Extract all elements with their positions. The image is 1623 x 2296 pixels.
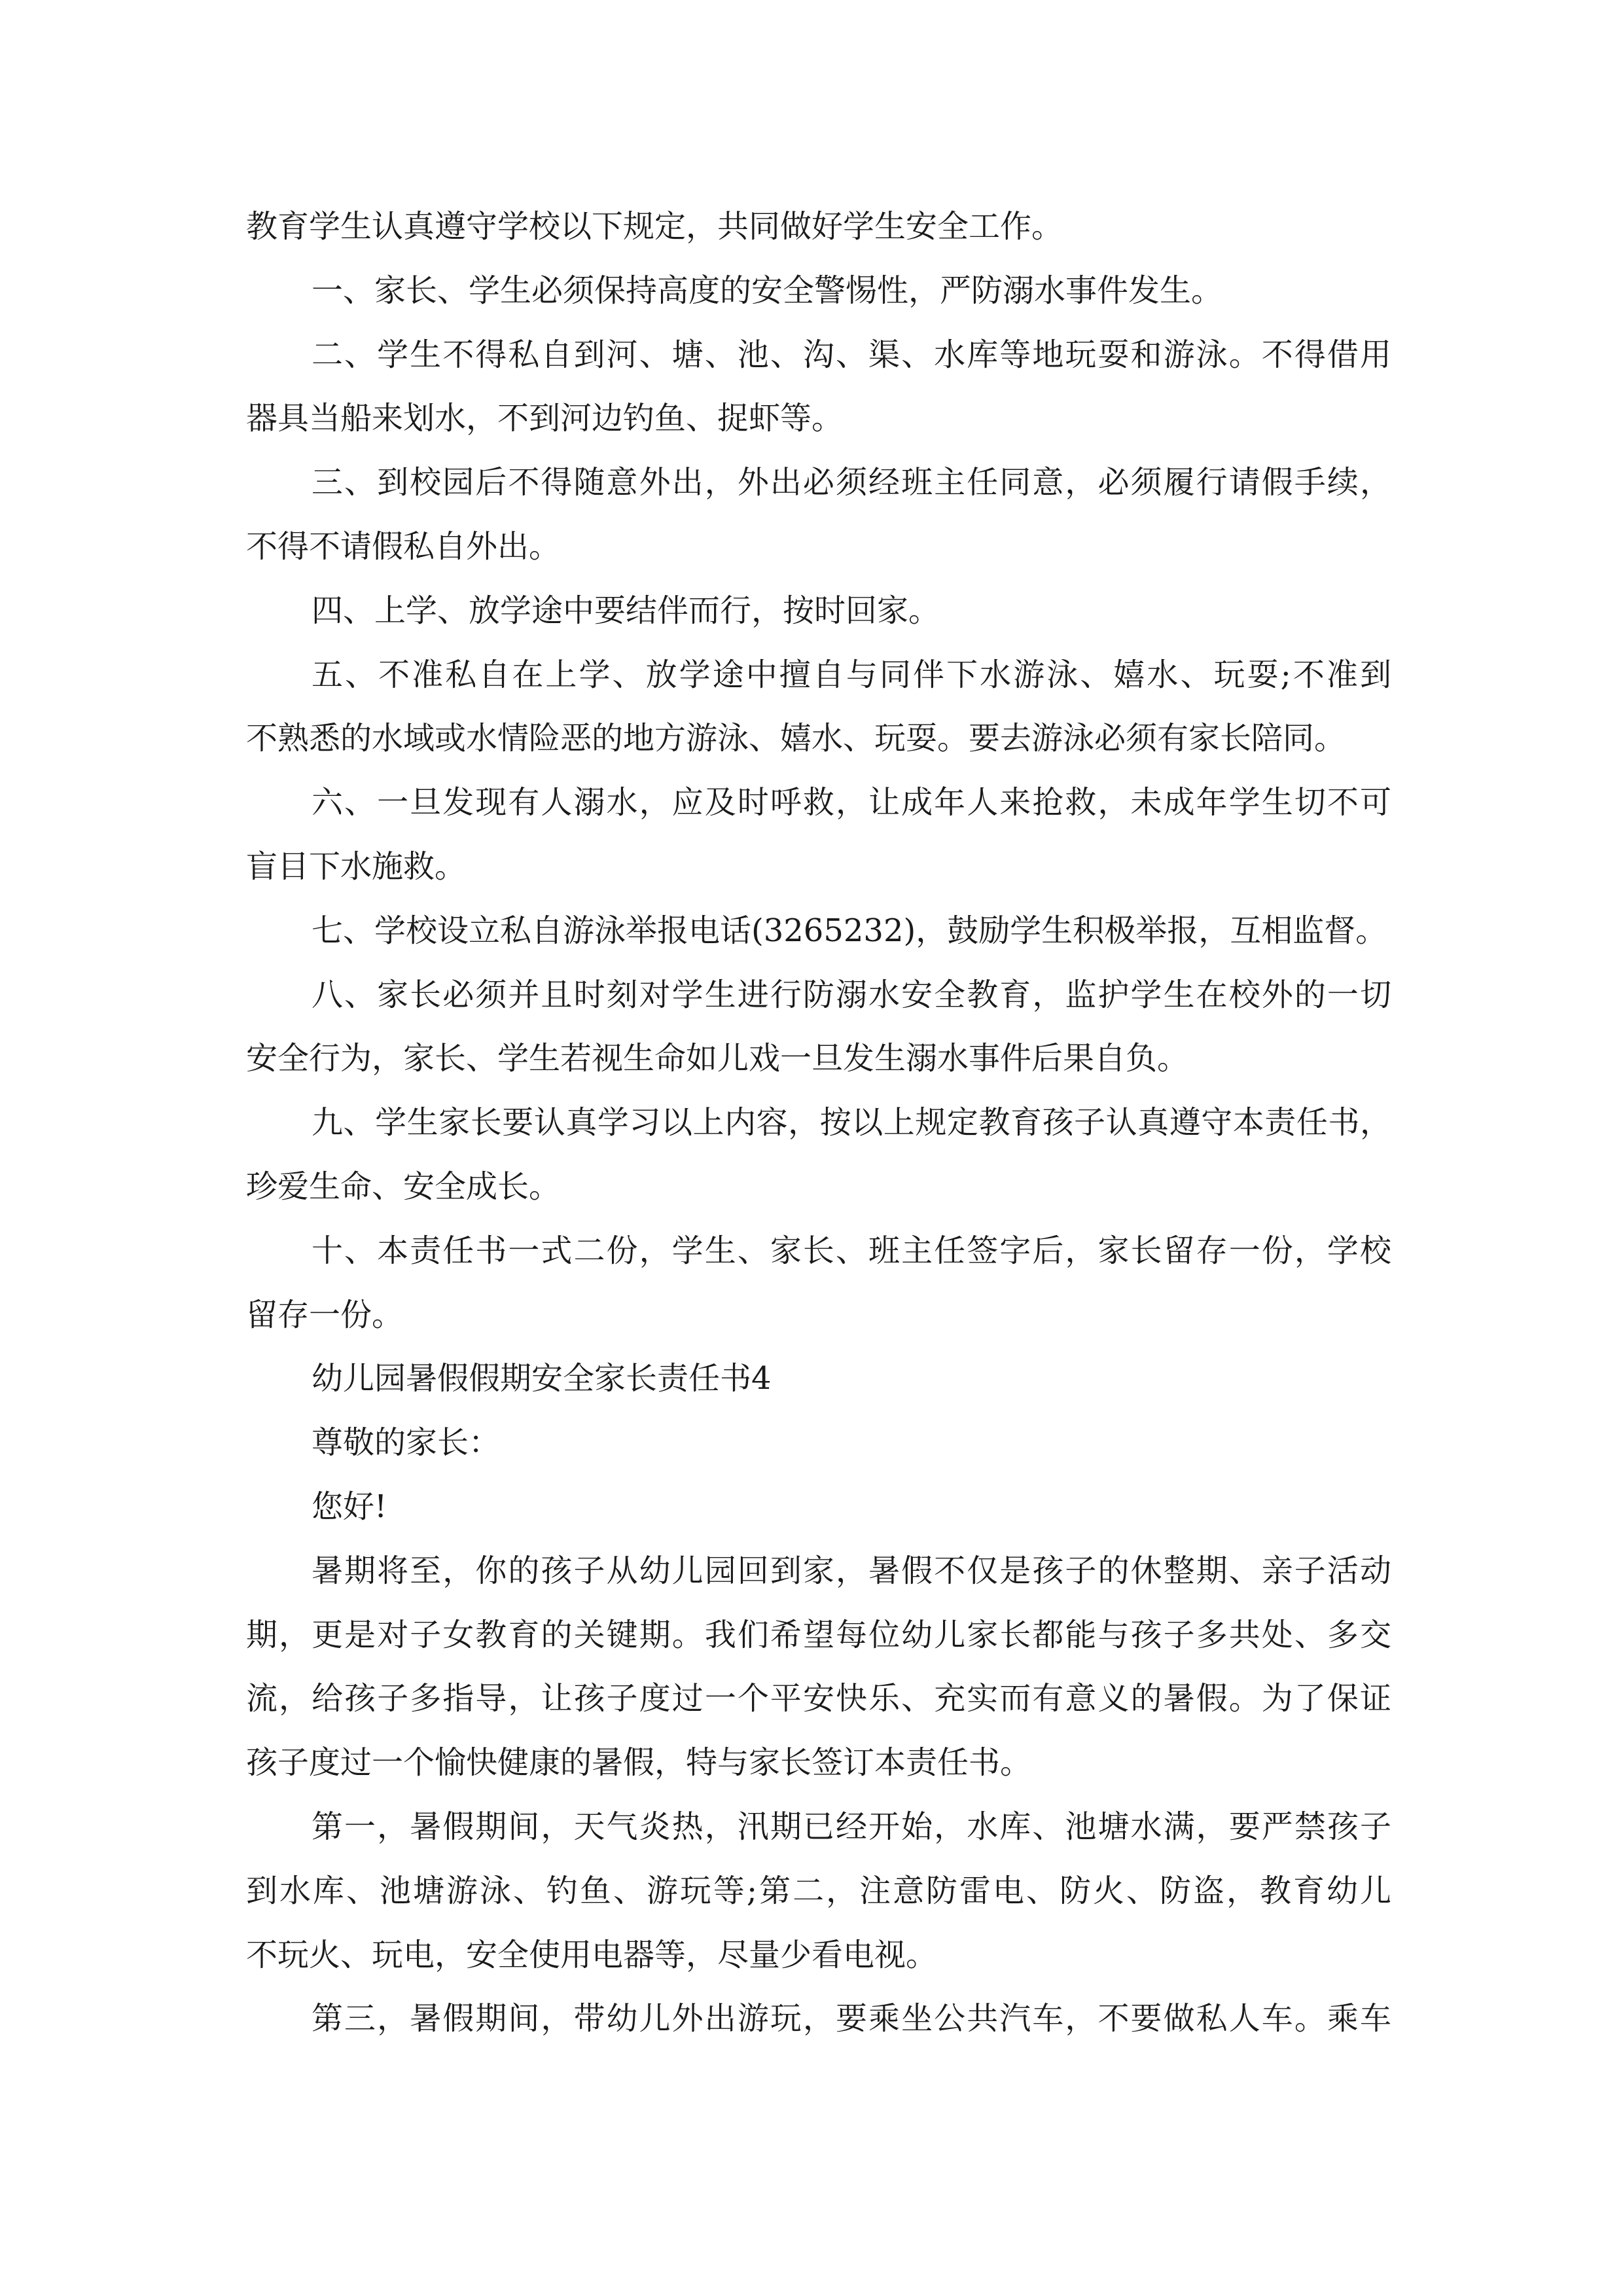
paragraph: [246, 579, 1391, 643]
paragraph: [246, 323, 1391, 452]
text-line: 教育学生认真遵守学校以下规定，共同做好学生安全工作。: [246, 208, 1063, 245]
paragraph: [246, 1475, 1391, 1539]
text-line: 安全行为，家长、学生若视生命如儿戏一旦发生溺水事件后果自负。: [246, 1040, 1189, 1077]
text-line: 流，给孩子多指导，让孩子度过一个平安快乐、充实而有意义的暑假。为了保证: [246, 1680, 1391, 1717]
text-line: 留存一份。: [246, 1296, 404, 1333]
paragraph: [246, 963, 1391, 1092]
document-page: [246, 195, 1391, 2051]
text-line: 九、学生家长要认真学习以上内容，按以上规定教育孩子认真遵守本责任书，: [312, 1104, 1391, 1141]
text-line: 盲目下水施救。: [246, 848, 467, 885]
text-line: 不玩火、玩电，安全使用电器等，尽量少看电视。: [246, 1936, 938, 1973]
text-line: 五、不准私自在上学、放学途中擅自与同伴下水游泳、嬉水、玩耍;不准到: [312, 656, 1391, 693]
paragraph: [246, 899, 1391, 963]
text-line: 十、本责任书一式二份，学生、家长、班主任签字后，家长留存一份，学校: [312, 1232, 1391, 1269]
text-line: 器具当船来划水，不到河边钓鱼、捉虾等。: [246, 400, 844, 437]
paragraph: [246, 1795, 1391, 1987]
text-line: 不熟悉的水域或水情险恶的地方游泳、嬉水、玩耍。要去游泳必须有家长陪同。: [246, 720, 1346, 757]
text-line: 三、到校园后不得随意外出，外出必须经班主任同意，必须履行请假手续，: [312, 464, 1391, 501]
text-line: 七、学校设立私自游泳举报电话(3265232)，鼓励学生积极举报，互相监督。: [312, 912, 1387, 949]
text-line: 一、家长、学生必须保持高度的安全警惕性，严防溺水事件发生。: [312, 272, 1223, 309]
text-line: 六、一旦发现有人溺水，应及时呼救，让成年人来抢救，未成年学生切不可: [312, 784, 1391, 821]
text-line: 第三，暑假期间，带幼儿外出游玩，要乘坐公共汽车，不要做私人车。乘车: [312, 2000, 1391, 2037]
text-line: 到水库、池塘游泳、钓鱼、游玩等;第二，注意防雷电、防火、防盗，教育幼儿: [246, 1872, 1391, 1909]
text-line: 幼儿园暑假假期安全家长责任书4: [312, 1360, 772, 1397]
text-line: 不得不请假私自外出。: [246, 528, 561, 565]
text-line: 期，更是对子女教育的关键期。我们希望每位幼儿家长都能与孩子多共处、多交: [246, 1616, 1391, 1653]
text-line: 孩子度过一个愉快健康的暑假，特与家长签订本责任书。: [246, 1744, 1032, 1782]
paragraph: [246, 451, 1391, 579]
text-line: 珍爱生命、安全成长。: [246, 1168, 561, 1205]
text-line: 暑期将至，你的孩子从幼儿园回到家，暑假不仅是孩子的休整期、亲子活动: [312, 1552, 1391, 1589]
paragraph: [246, 259, 1391, 323]
paragraph: [246, 1539, 1391, 1795]
paragraph: [246, 195, 1391, 259]
text-line: 您好!: [312, 1488, 387, 1525]
paragraph: [246, 1987, 1391, 2051]
text-line: 八、家长必须并且时刻对学生进行防溺水安全教育，监护学生在校外的一切: [312, 976, 1391, 1013]
paragraph: [246, 1347, 1391, 1411]
paragraph: [246, 1091, 1391, 1219]
text-line: 二、学生不得私自到河、塘、池、沟、渠、水库等地玩耍和游泳。不得借用: [312, 336, 1391, 373]
text-line: 第一，暑假期间，天气炎热，汛期已经开始，水库、池塘水满，要严禁孩子: [312, 1808, 1391, 1845]
paragraph: [246, 1411, 1391, 1475]
paragraph: [246, 771, 1391, 899]
paragraph: [246, 643, 1391, 772]
text-line: 四、上学、放学途中要结伴而行，按时回家。: [312, 592, 940, 629]
paragraph: [246, 1219, 1391, 1348]
text-line: 尊敬的家长：: [312, 1424, 501, 1462]
